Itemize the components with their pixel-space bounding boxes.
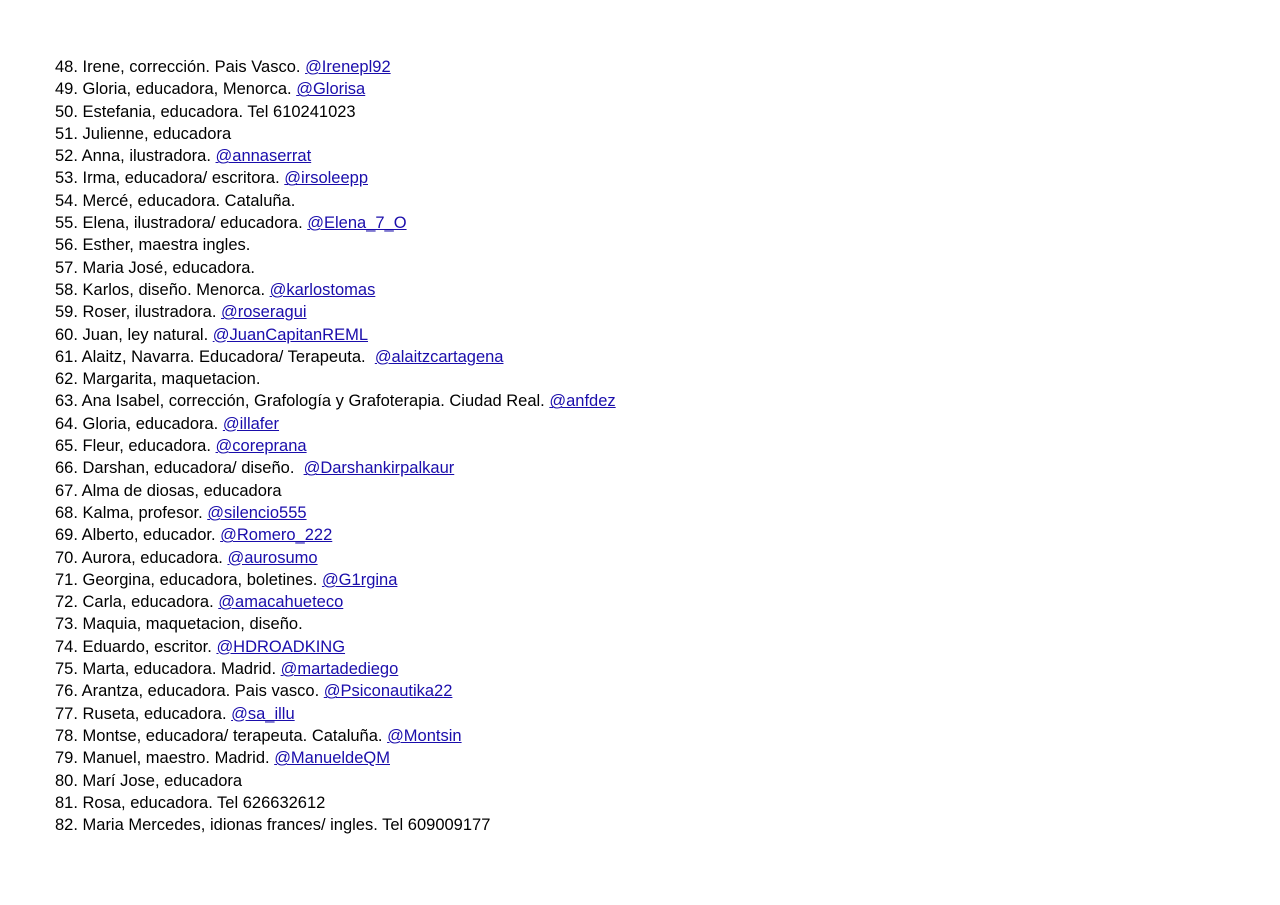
list-item xyxy=(55,725,1255,747)
entry-text: 81. Rosa, educadora. Tel 626632612 xyxy=(55,793,326,812)
handle-link[interactable]: @illafer xyxy=(222,414,280,433)
entry-text: 82. Maria Mercedes, idionas frances/ ingles. Tel 609009177 xyxy=(55,816,491,835)
handle-link[interactable]: @Darshankirpalkaur xyxy=(303,459,455,478)
handle-link[interactable]: @annaserrat xyxy=(215,147,312,166)
entry-text: 58. Karlos, diseño. Menorca. xyxy=(55,280,270,299)
handle-link[interactable]: @roseragui xyxy=(221,303,307,322)
list-item xyxy=(55,279,1255,301)
entry-text: 50. Estefania, educadora. Tel 610241023 xyxy=(55,102,356,121)
entry-text: 80. Marí Jose, educadora xyxy=(55,771,243,790)
list-item xyxy=(55,457,1255,479)
entry-text: 52. Anna, ilustradora. xyxy=(55,147,216,166)
entry-text: 75. Marta, educadora. Madrid. xyxy=(55,660,281,679)
entry-text: 48. Irene, corrección. Pais Vasco. xyxy=(55,58,306,76)
entry-text: 70. Aurora, educadora. xyxy=(55,548,228,567)
entry-text: 66. Darshan, educadora/ diseño. xyxy=(55,459,304,478)
list-item xyxy=(55,435,1255,457)
list-item xyxy=(55,301,1255,323)
list-item xyxy=(55,257,1255,279)
entry-text: 65. Fleur, educadora. xyxy=(55,437,216,456)
entry-text: 56. Esther, maestra ingles. xyxy=(55,236,251,255)
handle-link[interactable]: @alaitzcartagena xyxy=(374,347,504,366)
entry-text: 71. Georgina, educadora, boletines. xyxy=(55,570,322,589)
entry-text: 78. Montse, educadora/ terapeuta. Cataluña. xyxy=(55,726,388,745)
handle-link[interactable]: @karlostomas xyxy=(269,280,376,299)
list-item xyxy=(55,703,1255,725)
handle-link[interactable]: @ManueldeQM xyxy=(274,749,390,768)
list-item xyxy=(55,190,1255,212)
entry-text: 51. Julienne, educadora xyxy=(55,124,232,143)
handle-link[interactable]: @HDROADKING xyxy=(216,637,346,656)
entry-text: 57. Maria José, educadora. xyxy=(55,258,255,277)
list-item xyxy=(55,324,1255,346)
entry-text: 64. Gloria, educadora. xyxy=(55,414,223,433)
list-item xyxy=(55,814,1255,836)
list-item xyxy=(55,591,1255,613)
list-item xyxy=(55,524,1255,546)
entry-text: 74. Eduardo, escritor. xyxy=(55,637,217,656)
list-item xyxy=(55,547,1255,569)
handle-link[interactable]: @Romero_222 xyxy=(220,526,333,545)
entry-text: 59. Roser, ilustradora. xyxy=(55,303,221,322)
handle-link[interactable]: @Psiconautika22 xyxy=(323,682,453,701)
entry-text: 76. Arantza, educadora. Pais vasco. xyxy=(55,682,324,701)
list-item xyxy=(55,502,1255,524)
handle-link[interactable]: @Elena_7_O xyxy=(307,214,407,233)
list-item xyxy=(55,234,1255,256)
list-item xyxy=(55,680,1255,702)
entry-text: 73. Maquia, maquetacion, diseño. xyxy=(55,615,303,634)
list-item xyxy=(55,747,1255,769)
entry-text: 68. Kalma, profesor. xyxy=(55,503,208,522)
list-item xyxy=(55,636,1255,658)
list-item xyxy=(55,78,1255,100)
entry-text: 72. Carla, educadora. xyxy=(55,593,219,612)
handle-link[interactable]: @amacahueteco xyxy=(218,593,344,612)
list-item xyxy=(55,390,1255,412)
list-item xyxy=(55,613,1255,635)
entry-text: 60. Juan, ley natural. xyxy=(55,325,213,344)
entry-text: 61. Alaitz, Navarra. Educadora/ Terapeuta. xyxy=(55,347,375,366)
entry-text: 62. Margarita, maquetacion. xyxy=(55,370,261,389)
handle-link[interactable]: @Irenepl92 xyxy=(305,58,391,76)
list-item xyxy=(55,167,1255,189)
handle-link[interactable]: @sa_illu xyxy=(231,704,295,723)
handle-link[interactable]: @coreprana xyxy=(215,437,307,456)
entry-text: 53. Irma, educadora/ escritora. xyxy=(55,169,285,188)
handle-link[interactable]: @silencio555 xyxy=(207,503,307,522)
handle-link[interactable]: @anfdez xyxy=(549,392,616,411)
entry-text: 54. Mercé, educadora. Cataluña. xyxy=(55,191,296,210)
list-item xyxy=(55,123,1255,145)
list-item xyxy=(55,212,1255,234)
contact-list xyxy=(55,56,1255,836)
handle-link[interactable]: @irsoleepp xyxy=(284,169,368,188)
handle-link[interactable]: @JuanCapitanREML xyxy=(212,325,369,344)
list-item xyxy=(55,770,1255,792)
entry-text: 69. Alberto, educador. xyxy=(55,526,221,545)
list-item xyxy=(55,480,1255,502)
handle-link[interactable]: @Glorisa xyxy=(296,80,366,99)
list-item xyxy=(55,346,1255,368)
handle-link[interactable]: @martadediego xyxy=(280,660,399,679)
entry-text: 77. Ruseta, educadora. xyxy=(55,704,232,723)
list-item xyxy=(55,658,1255,680)
entry-text: 49. Gloria, educadora, Menorca. xyxy=(55,80,297,99)
list-item xyxy=(55,56,1255,78)
entry-text: 79. Manuel, maestro. Madrid. xyxy=(55,749,275,768)
list-item xyxy=(55,792,1255,814)
entry-text: 55. Elena, ilustradora/ educadora. xyxy=(55,214,308,233)
list-item xyxy=(55,413,1255,435)
handle-link[interactable]: @Montsin xyxy=(387,726,462,745)
list-item xyxy=(55,569,1255,591)
handle-link[interactable]: @G1rgina xyxy=(321,570,398,589)
entry-text: 67. Alma de diosas, educadora xyxy=(55,481,282,500)
list-item xyxy=(55,368,1255,390)
handle-link[interactable]: @aurosumo xyxy=(227,548,318,567)
list-item xyxy=(55,145,1255,167)
entry-text: 63. Ana Isabel, corrección, Grafología y Grafoterapia. Ciudad Real. xyxy=(55,392,550,411)
list-item xyxy=(55,101,1255,123)
